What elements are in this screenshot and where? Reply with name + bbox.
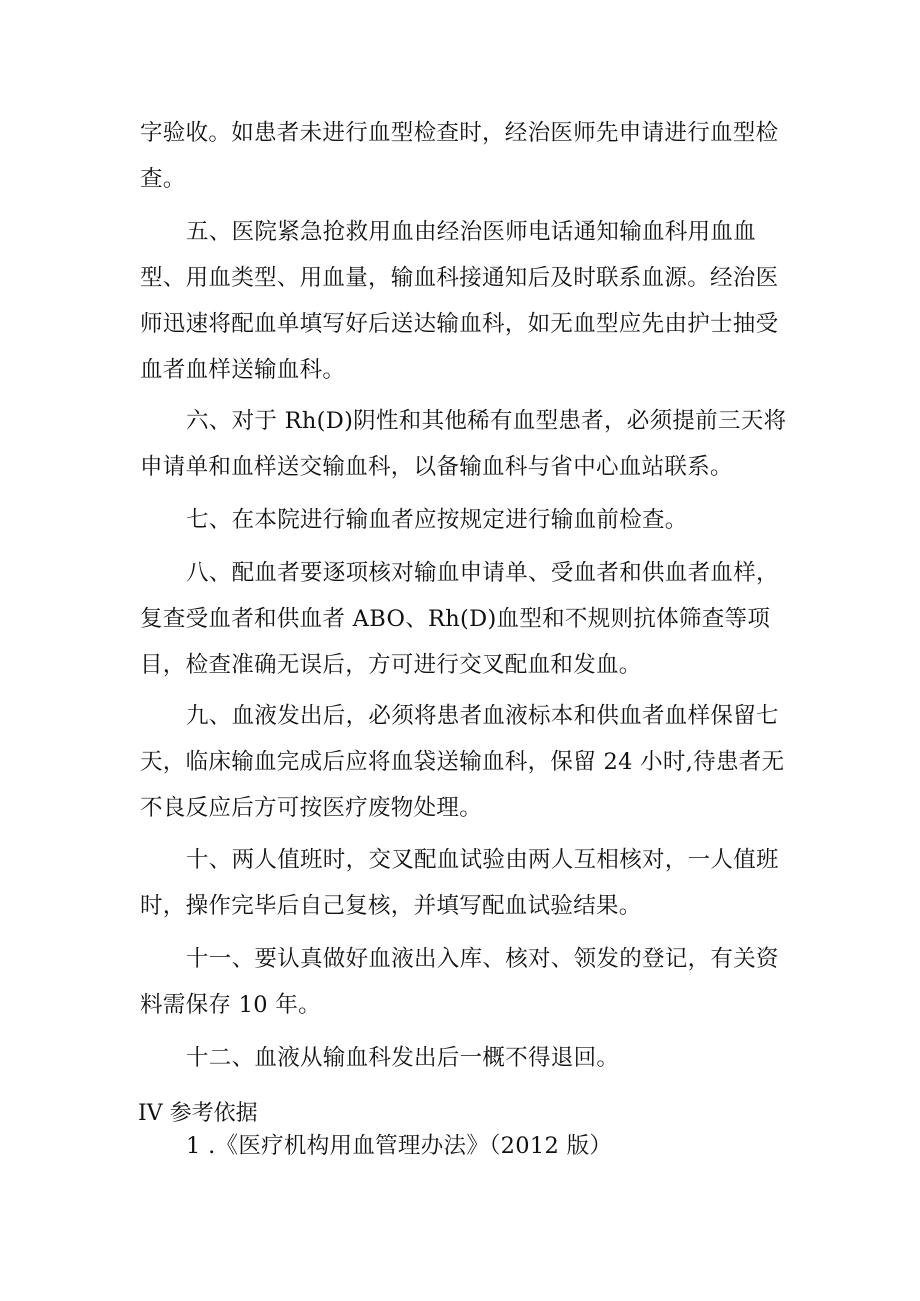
paragraph-11-records: 十一、要认真做好血液出入库、核对、领发的登记，有关资料需保存 10 年。 xyxy=(140,946,779,1018)
paragraph-5-emergency-blood: 五、医院紧急抢救用血由经治医师电话通知输血科用血血型、用血类型、用血量，输血科接通知后及时联系血源。经治医师迅速将配血单填写好后送达输血科，如无血型应先由护士抽受血者血样送输血科。 xyxy=(140,219,779,383)
section-heading-references: IV 参考依据 xyxy=(138,1101,258,1126)
paragraph-10-duty-verification: 十、两人值班时，交叉配血试验由两人互相核对，一人值班时，操作完毕后自己复核，并填写配血试验结果。 xyxy=(140,847,779,919)
paragraph-6-rare-blood-type: 六、对于 Rh(D)阴性和其他稀有血型患者，必须提前三天将申请单和血样送交输血科，以备输血科与省中心血站联系。 xyxy=(140,408,787,480)
paragraph-continuation: 字验收。如患者未进行血型检查时，经治医师先申请进行血型检查。 xyxy=(140,120,779,192)
reference-item-1: 1 .《医疗机构用血管理办法》（2012 版） xyxy=(186,1133,613,1159)
paragraph-12-no-return: 十二、血液从输血科发出后一概不得退回。 xyxy=(186,1045,620,1071)
paragraph-8-cross-matching: 八、配血者要逐项核对输血申请单、受血者和供血者血样，复查受血者和供血者 ABO、Rh(D)血型和不规则抗体筛查等项目，检查准确无误后，方可进行交叉配血和发血。 xyxy=(140,560,779,678)
paragraph-9-sample-retention: 九、血液发出后，必须将患者血液标本和供血者血样保留七天，临床输血完成后应将血袋送输血科，保留 24 小时,待患者无不良反应后方可按医疗废物处理。 xyxy=(140,703,785,821)
paragraph-7-pre-transfusion-check: 七、在本院进行输血者应按规定进行输血前检查。 xyxy=(186,507,688,533)
